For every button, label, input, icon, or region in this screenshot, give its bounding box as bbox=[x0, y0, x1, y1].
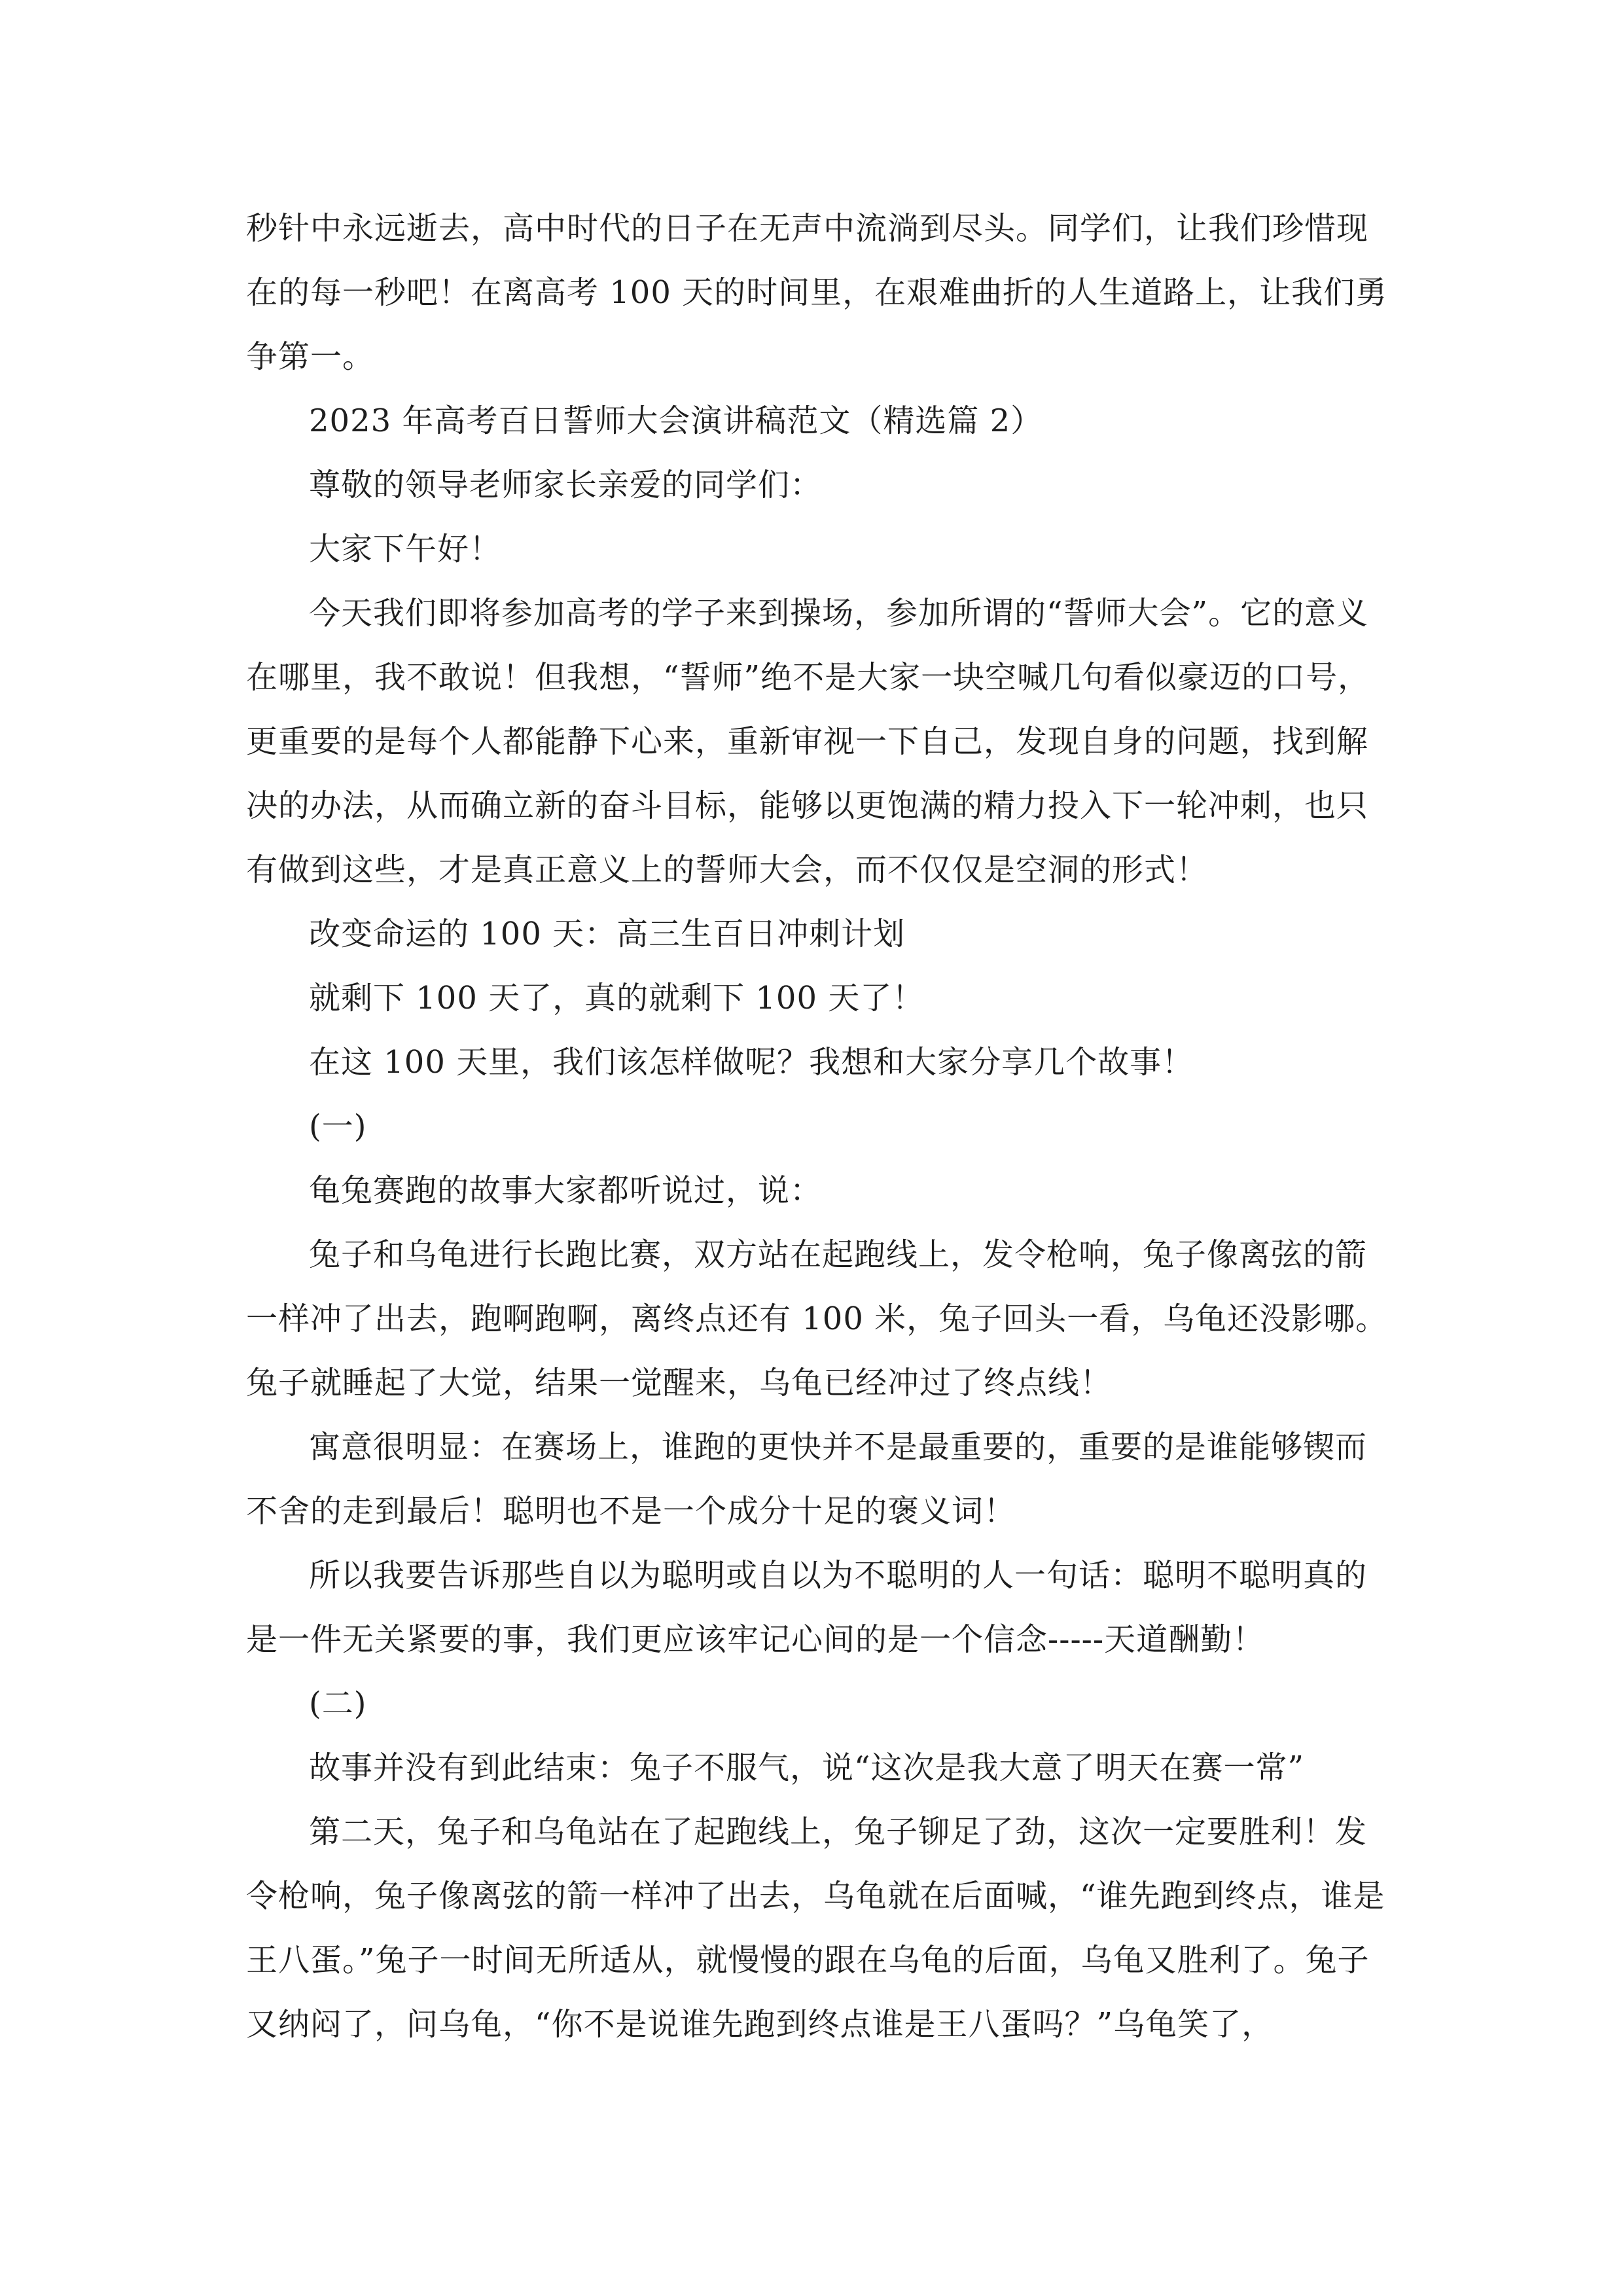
document-body bbox=[246, 196, 1398, 2056]
paragraph: 第二天，兔子和乌龟站在了起跑线上，兔子铆足了劲，这次一定要胜利！发令枪响，兔子像离弦的箭一样冲了出去，乌龟就在后面喊，“谁先跑到终点，谁是王八蛋。”兔子一时间无所适从，就慢慢的跟在乌龟的后面，乌龟又胜利了。兔子又纳闷了，问乌龟，“你不是说谁先跑到终点谁是王八蛋吗？”乌龟笑了， bbox=[246, 1814, 1385, 2043]
paragraph-greeting: 大家下午好！ bbox=[309, 531, 502, 567]
paragraph: 兔子和乌龟进行长跑比赛，双方站在起跑线上，发令枪响，兔子像离弦的箭一样冲了出去，跑啊跑啊，离终点还有 100 米，兔子回头一看，乌龟还没影哪。兔子就睡起了大觉，结果一觉醒来，乌龟已经冲过了终点线！ bbox=[246, 1236, 1388, 1401]
section-marker: (一) bbox=[309, 1108, 367, 1145]
section-marker: (二) bbox=[309, 1685, 367, 1722]
paragraph: 故事并没有到此结束：兔子不服气，说“这次是我大意了明天在赛一常” bbox=[309, 1749, 1305, 1786]
paragraph: 寓意很明显：在赛场上，谁跑的更快并不是最重要的，重要的是谁能够锲而不舍的走到最后！聪明也不是一个成分十足的褒义词！ bbox=[246, 1429, 1368, 1530]
paragraph: 就剩下 100 天了，真的就剩下 100 天了！ bbox=[309, 980, 925, 1016]
paragraph: 秒针中永远逝去，高中时代的日子在无声中流淌到尽头。同学们，让我们珍惜现在的每一秒吧！在离高考 100 天的时间里，在艰难曲折的人生道路上，让我们勇争第一。 bbox=[246, 210, 1388, 375]
paragraph: 所以我要告诉那些自以为聪明或自以为不聪明的人一句话：聪明不聪明真的是一件无关紧要的事，我们更应该牢记心间的是一个信念-----天道酬勤！ bbox=[246, 1557, 1368, 1658]
paragraph-subheading: 改变命运的 100 天：高三生百日冲刺计划 bbox=[309, 916, 906, 952]
paragraph: 在这 100 天里，我们该怎样做呢？我想和大家分享几个故事！ bbox=[309, 1044, 1194, 1081]
paragraph-salutation: 尊敬的领导老师家长亲爱的同学们： bbox=[309, 467, 823, 503]
paragraph: 龟兔赛跑的故事大家都听说过，说： bbox=[309, 1172, 823, 1209]
paragraph: 今天我们即将参加高考的学子来到操场，参加所谓的“誓师大会”。它的意义在哪里，我不敢说！但我想，“誓师”绝不是大家一块空喊几句看似豪迈的口号，更重要的是每个人都能静下心来，重新审视一下自己，发现自身的问题，找到解决的办法，从而确立新的奋斗目标，能够以更饱满的精力投入下一轮冲刺，也只有做到这些，才是真正意义上的誓师大会，而不仅仅是空洞的形式！ bbox=[246, 595, 1370, 888]
paragraph-heading: 2023 年高考百日誓师大会演讲稿范文（精选篇 2） bbox=[309, 403, 1043, 439]
